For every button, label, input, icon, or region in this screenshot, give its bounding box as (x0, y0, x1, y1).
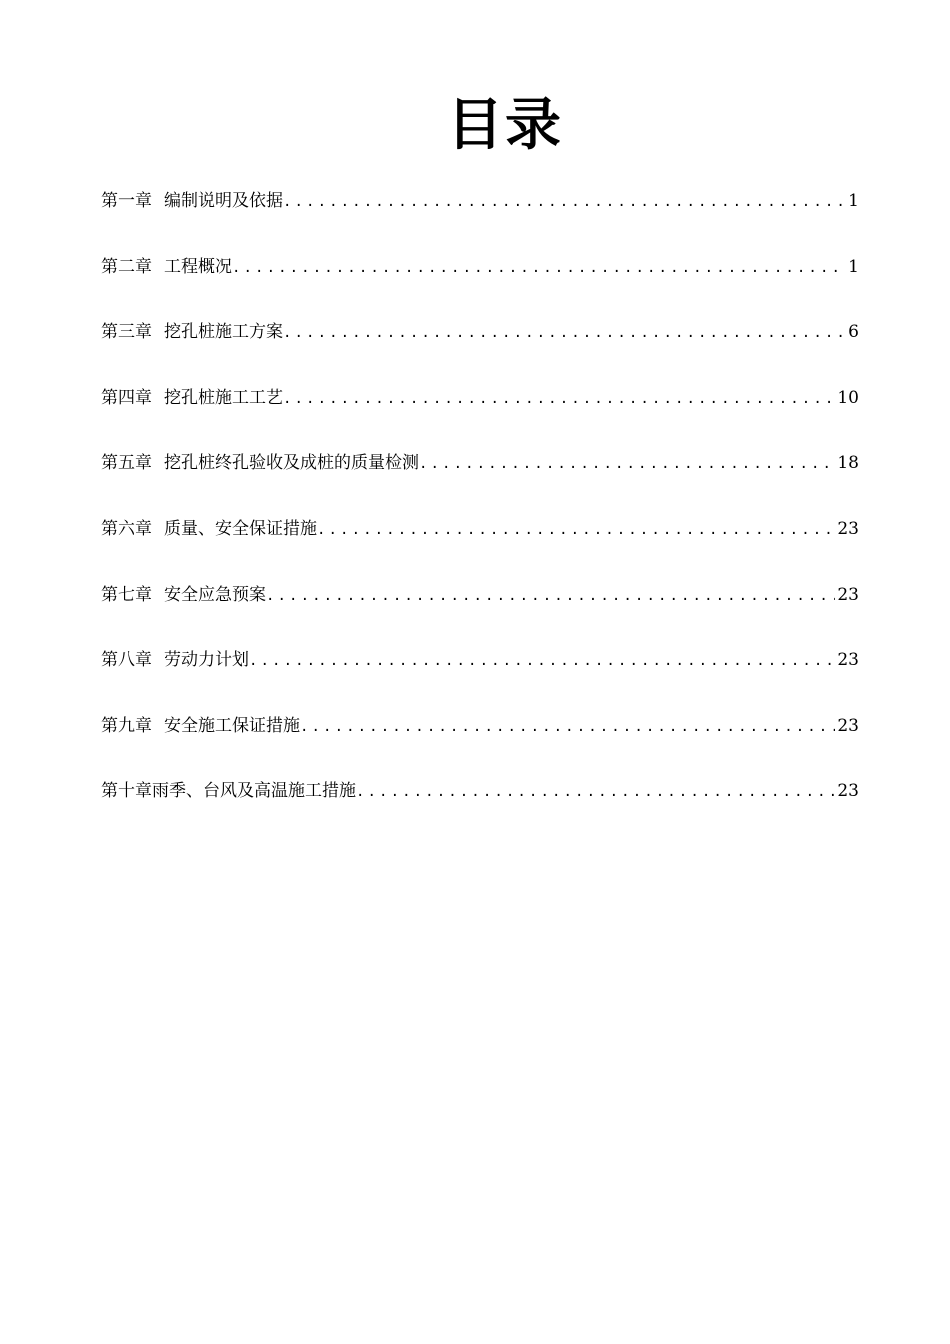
toc-entry[interactable] (101, 775, 859, 841)
toc-page-number: 1 (848, 191, 859, 211)
toc-entry[interactable] (101, 185, 859, 251)
toc-entry[interactable] (101, 579, 859, 645)
toc-dot-leader (317, 514, 835, 546)
toc-page-number: 6 (848, 322, 859, 343)
toc-dot-leader (249, 645, 835, 677)
toc-entry-title: 挖孔桩施工工艺 (164, 387, 283, 408)
toc-entry[interactable] (101, 447, 859, 513)
toc-entry-title: 劳动力计划 (164, 650, 249, 671)
toc-entry-title: 编制说明及依据 (164, 191, 283, 211)
toc-entry[interactable] (101, 644, 859, 710)
toc-dot-leader (356, 776, 835, 808)
toc-page-number: 23 (837, 518, 859, 539)
toc-dot-leader (266, 580, 835, 612)
toc-list (101, 185, 859, 841)
toc-entry[interactable] (101, 251, 859, 317)
toc-page-number: 23 (837, 715, 859, 736)
toc-entry-title: 挖孔桩终孔验收及成桩的质量检测 (164, 453, 419, 474)
toc-entry[interactable] (101, 382, 859, 448)
toc-chapter-number: 第七章 (101, 584, 152, 605)
toc-chapter-number: 第八章 (101, 650, 152, 671)
toc-chapter-number: 第一章 (101, 191, 152, 211)
toc-entry-title: 安全应急预案 (164, 584, 266, 605)
toc-dot-leader (283, 186, 846, 218)
toc-dot-leader (419, 448, 835, 480)
toc-chapter-number: 第三章 (101, 322, 152, 343)
toc-chapter-number: 第九章 (101, 715, 152, 736)
toc-page-number: 23 (837, 584, 859, 605)
toc-title: 目录 (447, 93, 563, 158)
toc-dot-leader (300, 711, 835, 743)
toc-page-number: 23 (837, 781, 859, 802)
toc-entry-title: 挖孔桩施工方案 (164, 322, 283, 343)
toc-entry-title: 雨季、台风及高温施工措施 (152, 781, 356, 802)
toc-chapter-number: 第六章 (101, 518, 152, 539)
toc-chapter-number: 第五章 (101, 453, 152, 474)
toc-dot-leader (232, 252, 846, 284)
toc-page-number: 23 (837, 650, 859, 671)
toc-entry-title: 工程概况 (164, 256, 232, 277)
toc-page-number: 1 (848, 256, 859, 277)
toc-dot-leader (283, 383, 835, 415)
toc-entry[interactable] (101, 513, 859, 579)
toc-entry[interactable] (101, 316, 859, 382)
toc-chapter-number: 第四章 (101, 387, 152, 408)
toc-chapter-number: 第二章 (101, 256, 152, 277)
toc-chapter-number: 第十章 (101, 781, 152, 802)
toc-entry-title: 质量、安全保证措施 (164, 518, 317, 539)
toc-dot-leader (283, 317, 846, 349)
toc-page-number: 18 (837, 453, 859, 474)
toc-page-number: 10 (837, 387, 859, 408)
toc-entry[interactable] (101, 710, 859, 776)
toc-entry-title: 安全施工保证措施 (164, 715, 300, 736)
